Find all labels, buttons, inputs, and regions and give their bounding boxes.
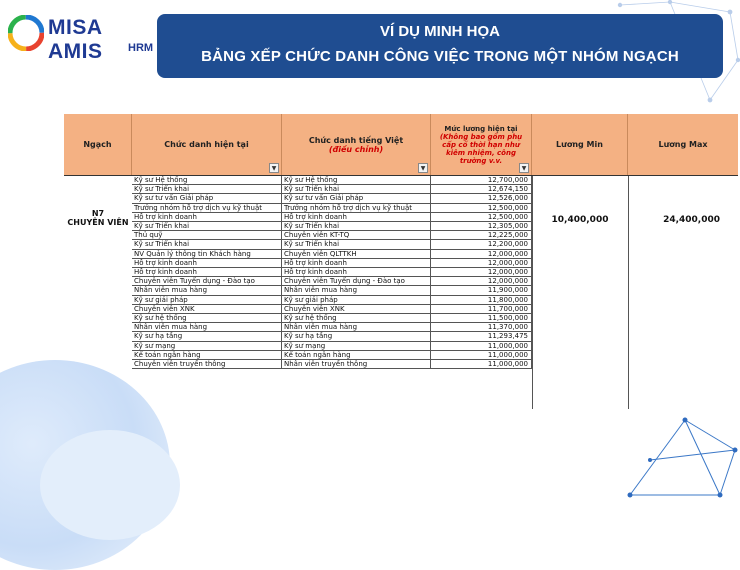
cell-salary[interactable]: 12,674,150 <box>431 185 532 194</box>
cell-title-vn[interactable]: Chuyên viên KT-TQ <box>282 231 431 240</box>
cell-title-vn[interactable]: Hỗ trợ kinh doanh <box>282 259 431 268</box>
cell-title-vn[interactable]: Kỹ sư Triển khai <box>282 222 431 231</box>
cell-title-vn[interactable]: Kỹ sư tư vấn Giải pháp <box>282 194 431 203</box>
header-title-vn-label: Chức danh tiếng Việt <box>308 135 404 145</box>
cell-title-current[interactable]: Kỹ sư tư vấn Giải pháp <box>132 194 282 203</box>
header-ngach <box>64 114 132 175</box>
title-banner <box>157 14 723 78</box>
filter-dropdown-icon[interactable]: ▼ <box>269 163 279 173</box>
cell-title-vn[interactable]: Kỹ sư giải pháp <box>282 296 431 305</box>
header-title-current-label: Chức danh hiện tại <box>164 140 249 149</box>
cell-title-current[interactable]: Kỹ sư Triển khai <box>132 240 282 249</box>
cell-title-vn[interactable]: Hỗ trợ kinh doanh <box>282 268 431 277</box>
cell-title-current[interactable]: Trưởng nhóm hỗ trợ dịch vụ kỹ thuật <box>132 204 282 213</box>
cell-title-current[interactable]: Kỹ sư Triển khai <box>132 185 282 194</box>
cell-title-vn[interactable]: Hỗ trợ kinh doanh <box>282 213 431 222</box>
filter-dropdown-icon[interactable]: ▼ <box>519 163 529 173</box>
cell-title-vn[interactable]: Nhân viên truyền thông <box>282 360 431 369</box>
cell-salary[interactable]: 12,000,000 <box>431 259 532 268</box>
cell-title-current[interactable]: Kỹ sư Triển khai <box>132 222 282 231</box>
group-min-cell: 10,400,000 <box>551 215 609 225</box>
cell-title-current[interactable]: Kỹ sư mạng <box>132 342 282 351</box>
banner-title: VÍ DỤ MINH HỌA <box>380 23 500 40</box>
cell-title-current[interactable]: Kỹ sư Hệ thống <box>132 176 282 185</box>
cell-salary[interactable]: 12,000,000 <box>431 268 532 277</box>
banner-subtitle: BẢNG XẾP CHỨC DANH CÔNG VIỆC TRONG MỘT NHÓM NGẠCH <box>201 48 679 65</box>
cell-salary[interactable]: 11,000,000 <box>431 360 532 369</box>
cell-salary[interactable]: 12,500,000 <box>431 213 532 222</box>
network-decoration-bottom <box>610 400 740 500</box>
cell-salary[interactable]: 12,305,000 <box>431 222 532 231</box>
background-wave-inner <box>40 430 180 540</box>
header-title-vn <box>282 114 431 175</box>
header-ngach-label: Ngạch <box>83 140 112 149</box>
misa-amis-logo <box>8 12 158 63</box>
header-min-label: Lương Min <box>556 140 603 149</box>
cell-title-vn[interactable]: Kỹ sư hạ tầng <box>282 332 431 341</box>
cell-title-current[interactable]: Chuyên viên truyền thông <box>132 360 282 369</box>
header-title-vn-note: (điều chỉnh) <box>328 144 384 154</box>
cell-title-vn[interactable]: Kế toán ngân hàng <box>282 351 431 360</box>
group-name: CHUYÊN VIÊN <box>67 218 129 227</box>
cell-title-vn[interactable]: Kỹ sư Triển khai <box>282 185 431 194</box>
cell-salary[interactable]: 11,370,000 <box>431 323 532 332</box>
group-max-cell: 24,400,000 <box>663 215 720 225</box>
cell-salary[interactable]: 11,500,000 <box>431 314 532 323</box>
cell-salary[interactable]: 12,225,000 <box>431 231 532 240</box>
cell-salary[interactable]: 11,293,475 <box>431 332 532 341</box>
cell-title-vn[interactable]: Chuyên viên Tuyển dụng - Đào tạo <box>282 277 431 286</box>
header-salary-label: Mức lương hiện tại <box>444 124 518 133</box>
cell-title-vn[interactable]: Kỹ sư Hệ thống <box>282 176 431 185</box>
column-divider <box>628 176 629 409</box>
cell-title-current[interactable]: Kỹ sư hạ tầng <box>132 332 282 341</box>
cell-title-vn[interactable]: Chuyên viên XNK <box>282 305 431 314</box>
brand-name: MISA AMIS <box>48 16 103 63</box>
header-max-label: Lương Max <box>658 140 708 149</box>
cell-title-vn[interactable]: Kỹ sư Triển khai <box>282 240 431 249</box>
cell-salary[interactable]: 11,000,000 <box>431 342 532 351</box>
cell-title-current[interactable]: Hỗ trợ kinh doanh <box>132 268 282 277</box>
cell-title-current[interactable]: Kỹ sư hệ thống <box>132 314 282 323</box>
cell-title-current[interactable]: Kỹ sư giải pháp <box>132 296 282 305</box>
cell-title-current[interactable]: Kế toán ngân hàng <box>132 351 282 360</box>
header-min <box>532 114 628 175</box>
cell-title-vn[interactable]: Nhân viên mua hàng <box>282 323 431 332</box>
cell-title-vn[interactable]: Nhân viên mua hàng <box>282 286 431 295</box>
cell-title-vn[interactable]: Kỹ sư hệ thống <box>282 314 431 323</box>
cell-title-current[interactable]: Hỗ trợ kinh doanh <box>132 259 282 268</box>
cell-salary[interactable]: 12,526,000 <box>431 194 532 203</box>
cell-salary[interactable]: 12,000,000 <box>431 277 532 286</box>
cell-title-vn[interactable]: Chuyên viên QLTTKH <box>282 250 431 259</box>
header-max <box>628 114 738 175</box>
cell-title-current[interactable]: Thủ quỹ <box>132 231 282 240</box>
cell-title-current[interactable]: NV Quản lý thông tin Khách hàng <box>132 250 282 259</box>
cell-salary[interactable]: 11,000,000 <box>431 351 532 360</box>
misa-logo-icon <box>8 15 44 51</box>
cell-title-current[interactable]: Chuyên viên Tuyển dụng - Đào tạo <box>132 277 282 286</box>
cell-salary[interactable]: 12,200,000 <box>431 240 532 249</box>
cell-salary[interactable]: 12,000,000 <box>431 250 532 259</box>
header-salary-note: (Không bao gồm phụ cấp cố thời hạn như kiêm nhiệm, công trường v.v. <box>439 132 523 165</box>
header-title-current <box>132 114 282 175</box>
cell-title-current[interactable]: Nhân viên mua hàng <box>132 286 282 295</box>
cell-salary[interactable]: 12,700,000 <box>431 176 532 185</box>
column-divider <box>532 176 533 409</box>
filter-dropdown-icon[interactable]: ▼ <box>418 163 428 173</box>
cell-title-vn[interactable]: Trưởng nhóm hỗ trợ dịch vụ kỹ thuật <box>282 204 431 213</box>
cell-title-current[interactable]: Chuyên viên XNK <box>132 305 282 314</box>
group-ngach-cell <box>64 209 132 227</box>
header-salary <box>431 114 532 175</box>
cell-salary[interactable]: 12,500,000 <box>431 204 532 213</box>
salary-table <box>64 114 738 409</box>
group-code: N7 <box>91 209 105 218</box>
cell-salary[interactable]: 11,900,000 <box>431 286 532 295</box>
cell-salary[interactable]: 11,700,000 <box>431 305 532 314</box>
brand-sub: HRM <box>128 42 154 54</box>
cell-title-current[interactable]: Hỗ trợ kinh doanh <box>132 213 282 222</box>
cell-salary[interactable]: 11,800,000 <box>431 296 532 305</box>
cell-title-vn[interactable]: Kỹ sư mạng <box>282 342 431 351</box>
cell-title-current[interactable]: Nhân viên mua hàng <box>132 323 282 332</box>
